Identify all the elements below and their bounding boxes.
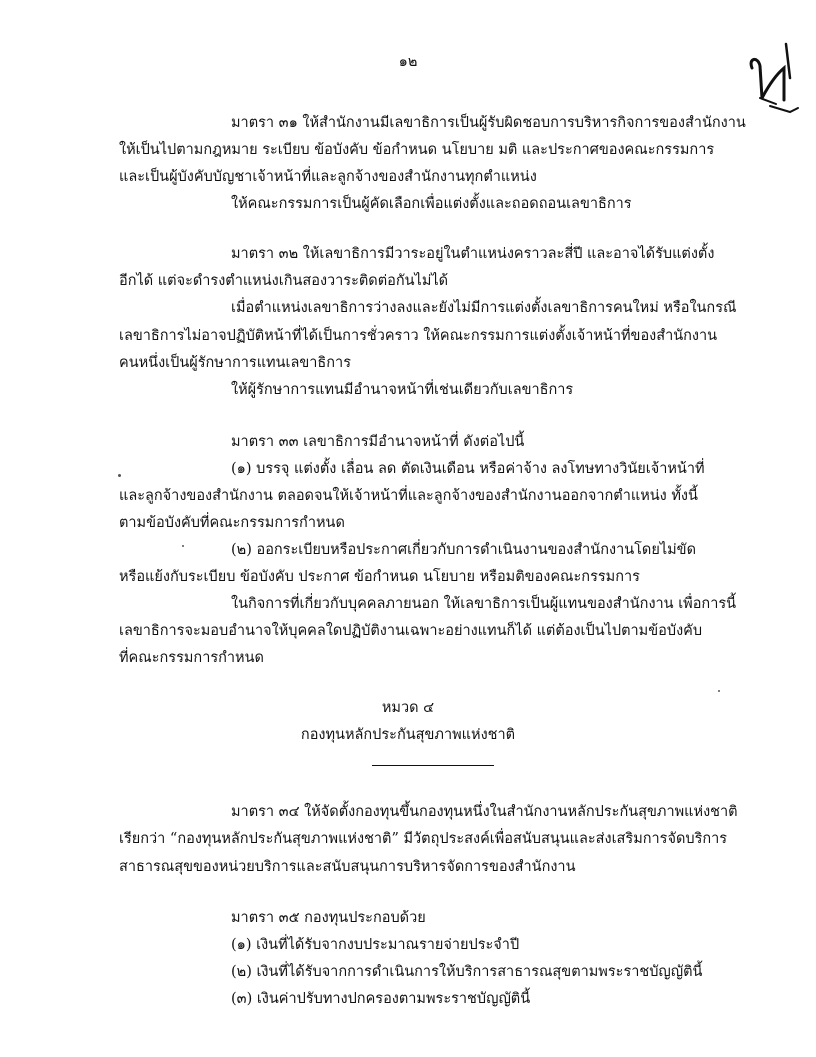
paragraph-line: (๑) บรรจุ แต่งตั้ง เลื่อน ลด ตัดเงินเดือน หรือค่าจ้าง ลงโทษทางวินัยเจ้าหน้าที่: [231, 461, 705, 477]
paragraph-line: อีกได้ แต่จะดำรงตำแหน่งเกินสองวาระติดต่อกันไม่ได้: [119, 273, 449, 289]
paragraph-line: มาตรา ๓๓ เลขาธิการมีอำนาจหน้าที่ ดังต่อไปนี้: [231, 434, 525, 450]
paragraph-line: ให้ผู้รักษาการแทนมีอำนาจหน้าที่เช่นเดียวกับเลขาธิการ: [231, 382, 574, 398]
paragraph-line: (๒) ออกระเบียบหรือประกาศเกี่ยวกับการดำเนินงานของสำนักงานโดยไม่ขัด: [231, 542, 697, 558]
paragraph-line: และลูกจ้างของสำนักงาน ตลอดจนให้เจ้าหน้าที่และลูกจ้างของสำนักงานออกจากตำแหน่ง ทั้งนี้: [119, 488, 698, 504]
paragraph-line: เลขาธิการจะมอบอำนาจให้บุคคลใดปฏิบัติงานเฉพาะอย่างแทนก็ได้ แต่ต้องเป็นไปตามข้อบังคับ: [119, 623, 703, 639]
paragraph-line: ตามข้อบังคับที่คณะกรรมการกำหนด: [119, 515, 345, 531]
paragraph-line: สาธารณสุขของหน่วยบริการและสนับสนุนการบริหารจัดการของสำนักงาน: [119, 859, 576, 875]
scan-speck: [718, 690, 720, 692]
scan-speck: [118, 474, 121, 477]
paragraph-line: มาตรา ๓๔ ให้จัดตั้งกองทุนขึ้นกองทุนหนึ่งในสำนักงานหลักประกันสุขภาพแห่งชาติ: [231, 804, 738, 820]
chapter-divider: [372, 765, 494, 766]
handwritten-mark-icon: [740, 38, 810, 118]
scan-speck: [182, 545, 184, 547]
paragraph-line: มาตรา ๓๑ ให้สำนักงานมีเลขาธิการเป็นผู้รับผิดชอบการบริหารกิจการของสำนักงาน: [231, 115, 746, 131]
chapter-title: กองทุนหลักประกันสุขภาพแห่งชาติ: [300, 727, 516, 743]
paragraph-line: ให้เป็นไปตามกฎหมาย ระเบียบ ข้อบังคับ ข้อกำหนด นโยบาย มติ และประกาศของคณะกรรมการ: [119, 142, 715, 158]
paragraph-line: เลขาธิการไม่อาจปฏิบัติหน้าที่ได้เป็นการชั่วคราว ให้คณะกรรมการแต่งตั้งเจ้าหน้าที่ของสำนักงาน: [119, 328, 718, 344]
paragraph-line: ในกิจการที่เกี่ยวกับบุคคลภายนอก ให้เลขาธิการเป็นผู้แทนของสำนักงาน เพื่อการนี้: [231, 596, 737, 612]
list-item: (๒) เงินที่ได้รับจากการดำเนินการให้บริการสาธารณสุขตามพระราชบัญญัตินี้: [231, 964, 703, 980]
list-item: (๑) เงินที่ได้รับจากงบประมาณรายจ่ายประจำปี: [231, 937, 520, 953]
paragraph-line: มาตรา ๓๒ ให้เลขาธิการมีวาระอยู่ในตำแหน่งคราวละสี่ปี และอาจได้รับแต่งตั้ง: [231, 246, 715, 262]
paragraph-line: ให้คณะกรรมการเป็นผู้คัดเลือกเพื่อแต่งตั้งและถอดถอนเลขาธิการ: [231, 196, 632, 212]
page-number: ๑๒: [398, 54, 418, 70]
paragraph-line: ที่คณะกรรมการกำหนด: [119, 650, 264, 666]
chapter-number: หมวด ๔: [381, 700, 435, 716]
paragraph-line: คนหนึ่งเป็นผู้รักษาการแทนเลขาธิการ: [119, 355, 351, 371]
paragraph-line: เมื่อตำแหน่งเลขาธิการว่างลงและยังไม่มีการแต่งตั้งเลขาธิการคนใหม่ หรือในกรณี: [231, 300, 737, 316]
paragraph-line: เรียกว่า “กองทุนหลักประกันสุขภาพแห่งชาติ” มีวัตถุประสงค์เพื่อสนับสนุนและส่งเสริมการจัดบริการ: [119, 831, 728, 847]
paragraph-line: และเป็นผู้บังคับบัญชาเจ้าหน้าที่และลูกจ้างของสำนักงานทุกตำแหน่ง: [119, 169, 537, 185]
paragraph-line: หรือแย้งกับระเบียบ ข้อบังคับ ประกาศ ข้อกำหนด นโยบาย หรือมติของคณะกรรมการ: [119, 569, 640, 585]
list-item: (๓) เงินค่าปรับทางปกครองตามพระราชบัญญัตินี้: [231, 991, 531, 1007]
paragraph-line: มาตรา ๓๕ กองทุนประกอบด้วย: [231, 910, 426, 926]
